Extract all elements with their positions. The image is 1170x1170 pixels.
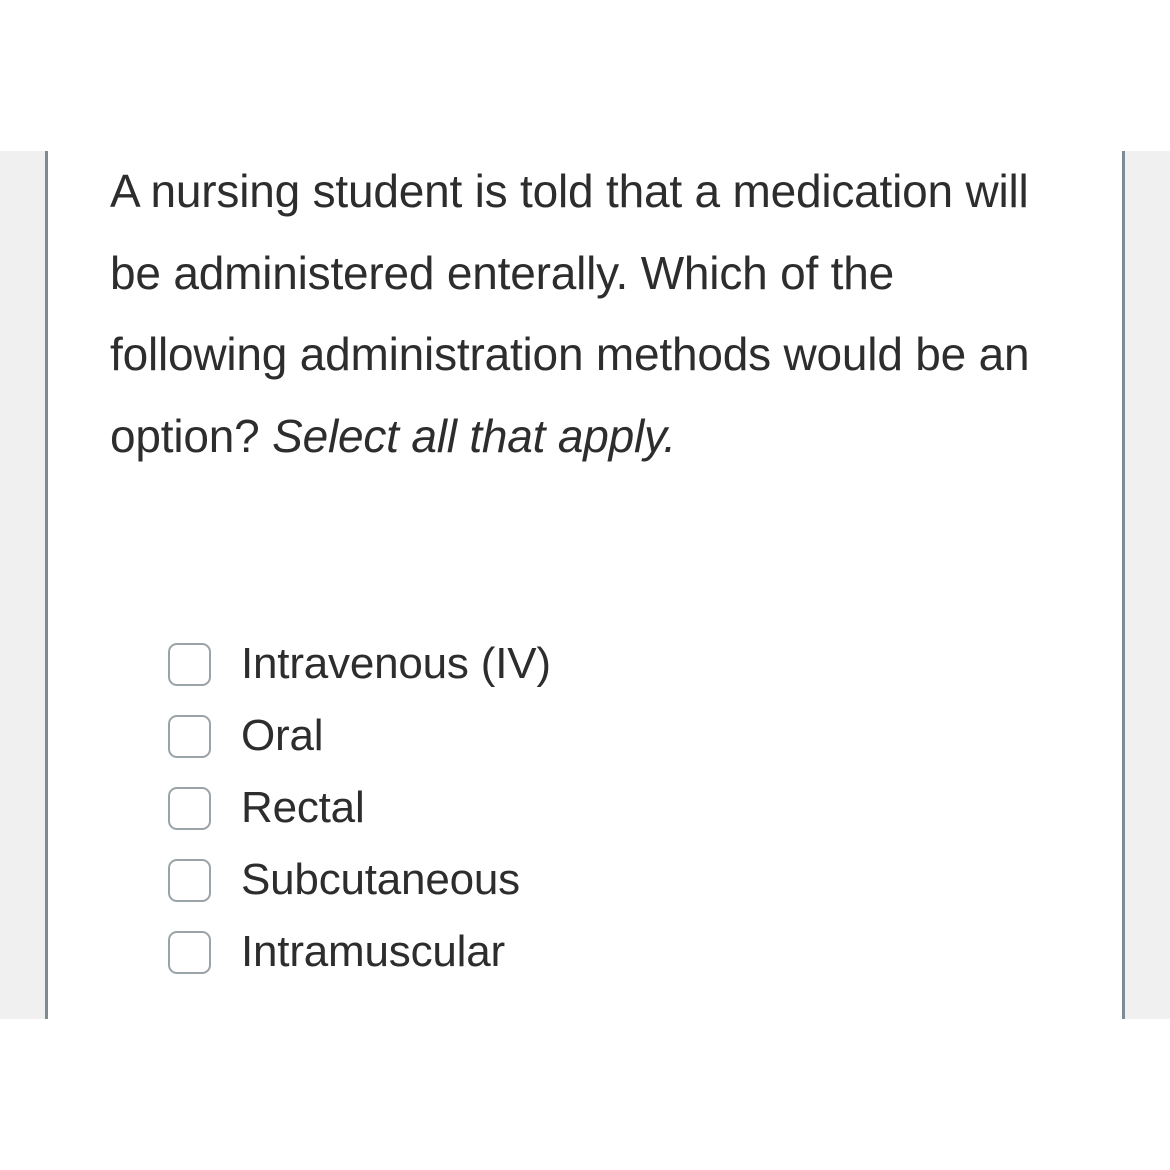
option-intravenous[interactable] <box>168 628 551 700</box>
checkbox[interactable] <box>168 931 211 974</box>
option-subcutaneous[interactable] <box>168 844 551 916</box>
option-label: Oral <box>241 711 324 760</box>
options-list <box>168 628 551 988</box>
option-label: Intramuscular <box>241 927 505 976</box>
checkbox[interactable] <box>168 859 211 902</box>
option-oral[interactable] <box>168 700 551 772</box>
option-label: Subcutaneous <box>241 855 520 904</box>
checkbox[interactable] <box>168 715 211 758</box>
checkbox[interactable] <box>168 643 211 686</box>
question-text <box>110 151 1070 477</box>
question-stem: A nursing student is told that a medication will be administered enterally. Which of the following administration methods would be an option? <box>110 165 1030 462</box>
option-label: Intravenous (IV) <box>241 639 551 688</box>
option-label: Rectal <box>241 783 365 832</box>
option-intramuscular[interactable] <box>168 916 551 988</box>
checkbox[interactable] <box>168 787 211 830</box>
option-rectal[interactable] <box>168 772 551 844</box>
question-instruction: Select all that apply. <box>272 409 676 462</box>
question-card <box>45 151 1125 1019</box>
